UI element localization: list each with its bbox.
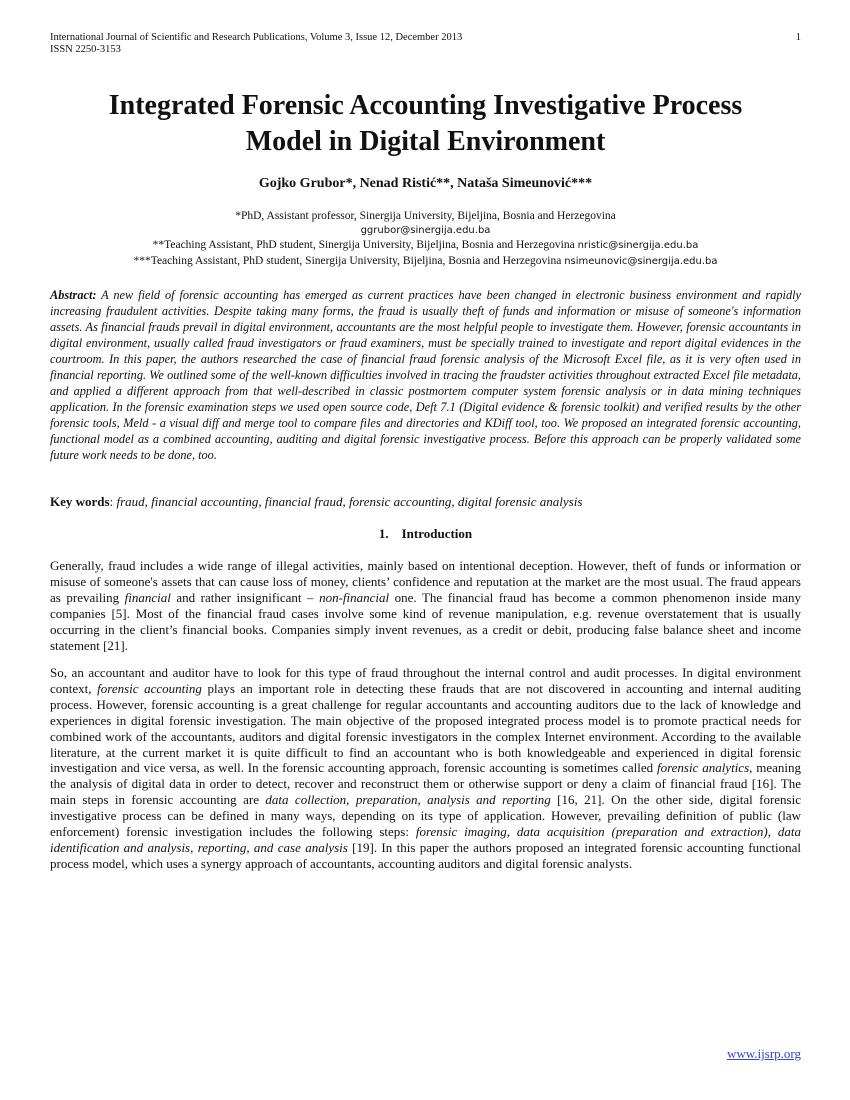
keywords-label: Key words xyxy=(50,494,110,509)
running-header xyxy=(50,32,801,56)
p2-text-1: So, an accountant and auditor have to look for this type of fraud throughout the internal control and audit processes. In digital environment context, xyxy=(50,665,801,696)
p2-text-4: [16, 21]. On the other side, digital forensic investigative process can be defined in many ways, depending on its type of application. However, prevailing definition of public (law enforcement) forensic investigation includes the following steps: xyxy=(50,792,801,840)
section-heading xyxy=(50,526,801,542)
author-1-email[interactable]: ggrubor@sinergija.edu.ba xyxy=(360,224,491,236)
section-title: Introduction xyxy=(401,526,473,541)
abstract-text: A new field of forensic accounting has emerged as current practices have been changed in electronic business environment and rapidly increasing fraudulent activities. Despite taking many forms, the fraud is usually theft of funds and information or misuse of someone's information assets. As financial frauds prevail in digital environment, accountants are the most helpful people to investigate them. However, forensic accountants in digital environment, usually called fraud investigators or fraud examiners, must be specially trained to investigate and report digital evidences in the courtroom. In this paper, the authors researched the case of financial fraud forensic analysis of the Microsoft Excel file, as it is very often used in financial reporting. We outlined some of the well-known difficulties involved in tracing the fraudster activities throughout extracted Excel file metadata, and applied a different approach from that well-described in classic postmortem computer system forensic analysis or in data mining techniques application. In the forensic examination steps we used open source code, Deft 7.1 (Digital evidence & forensic toolkit) and verified results by the other forensic tools, Meld - a visual diff and merge tool to compare files and directories and KDiff tool, too. We proposed an integrated forensic accounting, functional model as a combined accounting, auditing and digital forensic investigative process. Before this approach can be properly validated some future work needs to be done, too. xyxy=(50,288,801,462)
p2-italic-2: forensic analytics, xyxy=(656,760,753,776)
p1-italic-2: non-financial xyxy=(319,590,390,605)
journal-citation: International Journal of Scientific and Research Publications, Volume 3, Issue 12, December 2013 xyxy=(50,32,463,43)
author-list: Gojko Grubor*, Nenad Ristić**, Nataša Simeunović*** xyxy=(258,176,593,191)
paper-title xyxy=(50,88,801,160)
page-number: 1 xyxy=(795,32,801,43)
journal-website-link[interactable]: www.ijsrp.org xyxy=(726,1046,801,1061)
abstract-label: Abstract: xyxy=(50,288,97,302)
title-line-1: Integrated Forensic Accounting Investigative Process xyxy=(108,90,743,121)
paragraph-2 xyxy=(50,665,801,872)
title-line-2: Model in Digital Environment xyxy=(245,126,606,157)
affiliation-2-text: **Teaching Assistant, PhD student, Sinergija University, Bijeljina, Bosnia and Herzegovina xyxy=(152,239,578,251)
p1-text-3: one. The financial fraud has become a common phenomenon inside many companies [5]. Most of the financial fraud cases involve some kind of revenue manipulation, e.g. revenue overstatement that is usually occurring in the client’s financial books. Companies simply invent revenues, as a credit or debit, producing false balance sheet and income statement [21]. xyxy=(50,590,801,653)
section-number: 1. xyxy=(378,526,389,541)
p1-text-1: Generally, fraud includes a wide range of illegal activities, mainly based on intentional deception. However, theft of funds or information or misuse of someone's assets that can cause loss of money, clients’ confidence and reputation at the market are the most usual. The fraud appears as prevailing xyxy=(50,558,801,605)
p2-italic-4: forensic imaging, data acquisition (preparation and extraction), data identification and analysis, reporting, and case analysis xyxy=(50,824,801,855)
keywords-text: fraud, financial accounting, financial fraud, forensic accounting, digital forensic analysis xyxy=(116,494,583,509)
paragraph-1 xyxy=(50,558,801,654)
affiliation-2 xyxy=(50,238,801,254)
issn: ISSN 2250-3153 xyxy=(50,44,121,55)
p2-text-2: plays an important role in detecting these frauds that are not discovered in accounting and internal auditing process. However, forensic accounting is a great challenge for regular accountants and accounting auditors due to the lack of knowledge and experiences in digital forensic investigation. The main objective of the proposed integrated process model is to promote practical needs for combined work of the accountants, auditors and digital forensic investigators in the complex Internet environment. According to the available literature, at the current market it is quite difficult to find an accountant who is both knowledgeable and experienced in digital forensic investigation and vice versa, as well. In the forensic accounting approach, forensic accounting is sometimes called xyxy=(50,680,802,776)
p2-italic-1: forensic accounting xyxy=(97,680,202,696)
keywords: Key words: fraud, financial accounting, financial fraud, forensic accounting, digital forensic analysis xyxy=(50,494,583,509)
affiliation-3 xyxy=(50,254,801,270)
p2-text-5: [19]. In this paper the authors proposed an integrated forensic accounting functional process model, which uses a synergy approach of accountants, accounting auditors and digital forensic analysts. xyxy=(50,839,801,871)
affiliation-3-text: ***Teaching Assistant, PhD student, Sinergija University, Bijeljina, Bosnia and Herzegovina xyxy=(133,254,565,267)
affiliation-1: *PhD, Assistant professor, Sinergija University, Bijeljina, Bosnia and Herzegovina xyxy=(235,210,616,222)
p2-italic-3: data collection, preparation, analysis and reporting xyxy=(265,792,551,808)
p1-text-2: and rather insignificant – xyxy=(170,590,320,605)
abstract xyxy=(50,287,801,463)
author-2-email[interactable]: nristic@sinergija.edu.ba xyxy=(577,240,699,251)
affiliations xyxy=(50,209,801,269)
paper-page xyxy=(50,0,801,1100)
p1-italic-1: financial xyxy=(124,590,171,605)
author-3-email[interactable]: nsimeunovic@sinergija.edu.ba xyxy=(564,255,718,267)
p2-text-3: meaning the analysis of digital data in order to detect, recover and reconstruct them or otherwise support or deny a claim of financial fraud [16]. The main steps in forensic accounting are xyxy=(50,760,801,808)
